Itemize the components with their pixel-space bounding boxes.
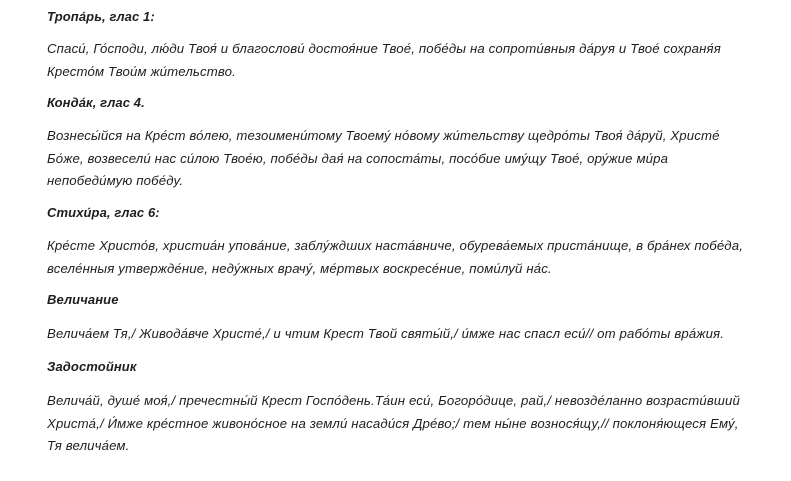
section-heading-velichanie: Величание: [47, 292, 119, 307]
text-line: Спаси́, Го́споди, лю́ди Твоя́ и благослови́ достоя́ние Твое́, побе́ды на сопроти́вныя да́руя и Твое́ сохраня́я: [47, 41, 721, 56]
text-line: Тя велича́ем.: [47, 438, 130, 453]
text-line: вселе́нныя утвержде́ние, неду́жных врачу́, ме́ртвых воскресе́ние, поми́луй на́с.: [47, 260, 552, 276]
text-line: Христа́,/ И́мже кре́стное живоно́сное на земли́ насади́ся Дре́во;/ тем ны́не вознося́щу,// поклоня́ющеся Ему́,: [47, 415, 739, 431]
text-line: Бо́же, возвесели́ нас си́лою Твое́ю, побе́ды дая́ на сопоста́ты, посо́бие иму́щу Твое́, ору́жие ми́ра: [47, 150, 669, 166]
text-line: непобеди́мую побе́ду.: [47, 173, 184, 188]
section-text-troparion: [47, 38, 777, 83]
section-text-velichanie: [47, 323, 777, 346]
section-text-kontakion: [47, 125, 777, 193]
text-line: Велича́ем Тя,/ Живода́вче Христе́,/ и чтим Крест Твой святы́й,/ и́мже нас спасл еси́// от рабо́ты вра́жия.: [47, 326, 725, 341]
text-line: Вознесы́йся на Кре́ст во́лею, тезоимени́тому Твоему́ но́вому жи́тельству щедро́ты Твоя́ да́руй, Христе́: [47, 128, 720, 143]
section-heading-zadostoinik: Задостойник: [47, 359, 137, 374]
text-line: Кре́сте Христо́в, христиа́н упова́ние, заблу́ждших наста́вниче, обурева́емых приста́нище, в бра́нех побе́да,: [47, 238, 744, 253]
section-text-zadostoinik: [47, 390, 777, 458]
text-line: Велича́й, душе́ моя́,/ пречестны́й Крест Госпо́день.Та́ин еси́, Богоро́дице, рай,/ невозде́ланно возрасти́вший: [47, 393, 740, 408]
section-heading-troparion: Тропа́рь, глас 1:: [47, 9, 155, 24]
section-heading-stichera: Стихи́ра, глас 6:: [47, 205, 160, 220]
section-text-stichera: [47, 235, 777, 280]
section-heading-kontakion: Конда́к, глас 4.: [47, 95, 145, 110]
text-line: Кресто́м Твои́м жи́тельство.: [47, 63, 236, 79]
